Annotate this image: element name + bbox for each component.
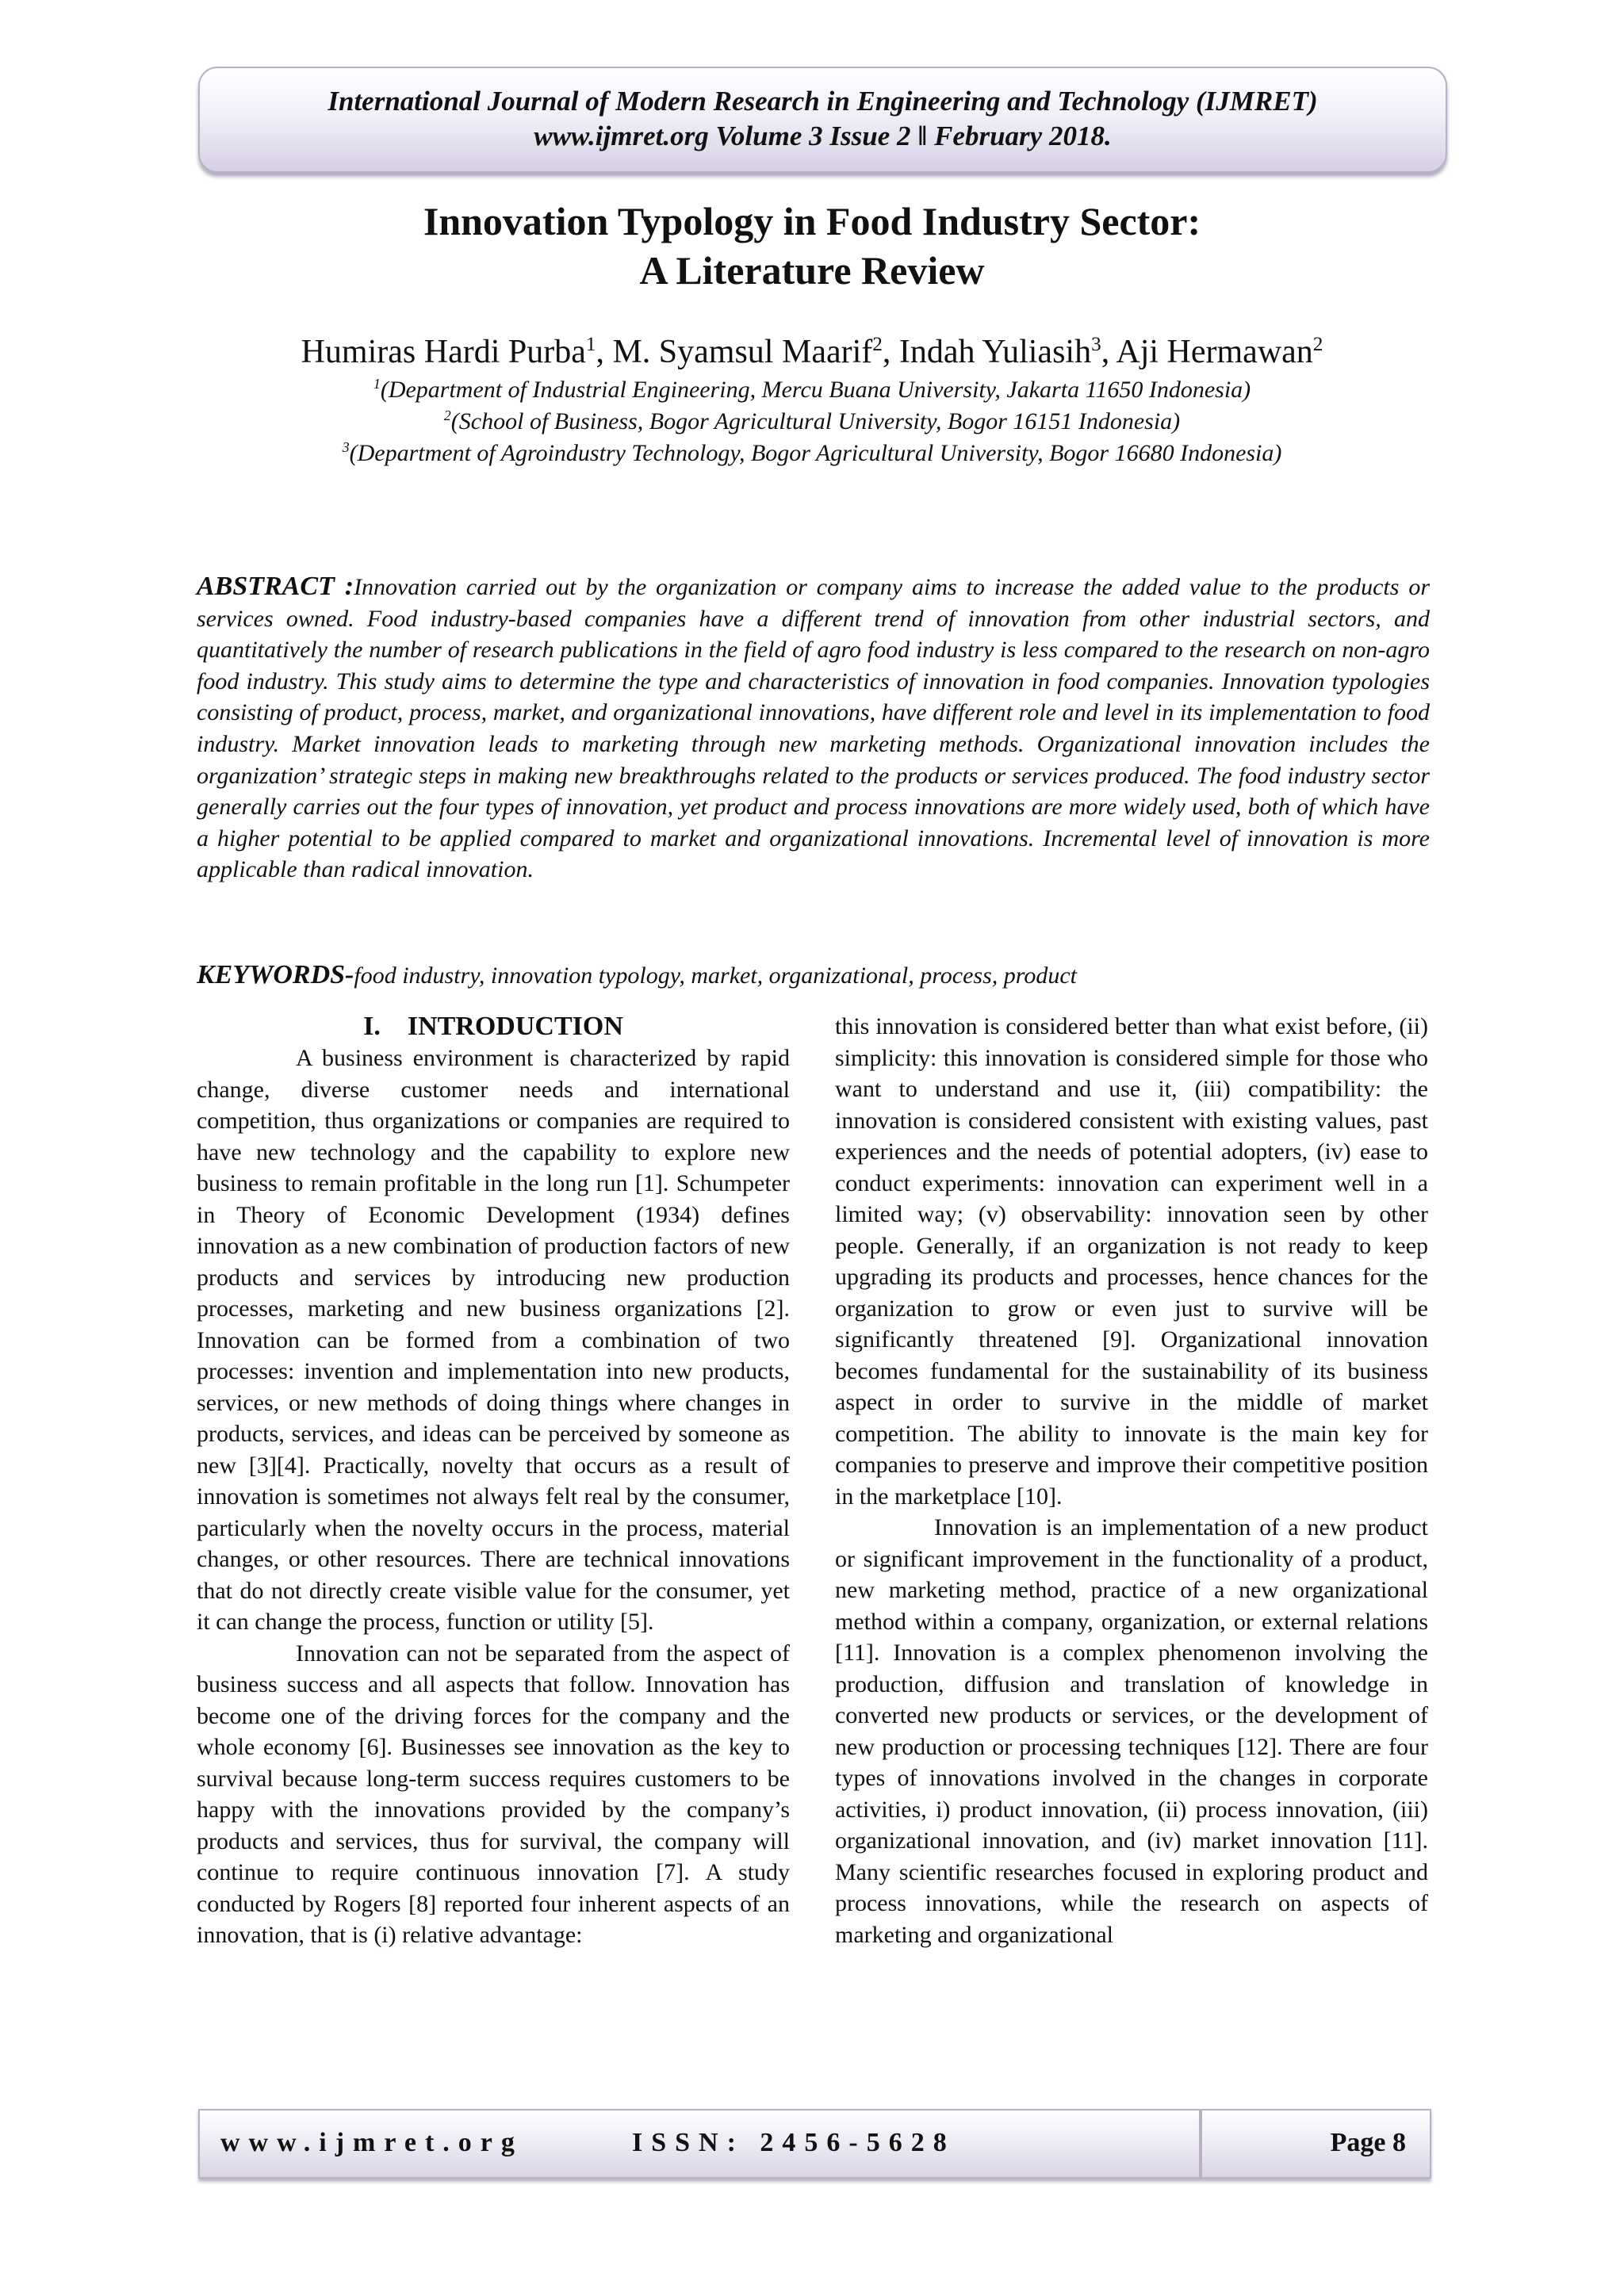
abstract bbox=[197, 571, 1430, 886]
paper-title-line-1: Innovation Typology in Food Industry Sector: bbox=[423, 199, 1201, 243]
affiliation-text: (Department of Agroindustry Technology, Bogor Agricultural University, Bogor 16680 Indonesia) bbox=[349, 440, 1282, 466]
affiliation bbox=[0, 374, 1624, 406]
body-paragraph: Innovation is an implementation of a new product or significant improvement in the functionality of a product, new marketing method, practice of a new organizational method within a company, organization, or external relations [11]. Innovation is a complex phenomenon involving the production, diffusion and translation of knowledge in converted new products or services, or the development of new production or processing techniques [12]. There are four types of innovations involved in the changes in corporate activities, i) product innovation, (ii) process innovation, (iii) organizational innovation, and (iv) market innovation [11]. Many scientific researches focused in exploring product and process innovations, while the research on aspects of marketing and organizational bbox=[835, 1514, 1428, 1948]
abstract-label: ABSTRACT : bbox=[197, 572, 354, 601]
body-column-right bbox=[835, 1011, 1428, 1950]
footer-page-number: Page 8 bbox=[1330, 2128, 1406, 2157]
page-footer bbox=[198, 2109, 1431, 2179]
author-name: M. Syamsul Maarif bbox=[612, 334, 873, 370]
author-name: Humiras Hardi Purba bbox=[301, 334, 586, 370]
affiliation-text: (Department of Industrial Engineering, Mercu Buana University, Jakarta 11650 Indonesia) bbox=[380, 377, 1251, 403]
affiliation-marker: 2 bbox=[443, 408, 451, 423]
affiliation-list bbox=[0, 374, 1624, 469]
keywords-text: food industry, innovation typology, market, organizational, process, product bbox=[354, 962, 1077, 989]
affiliation-marker: 1 bbox=[373, 376, 381, 392]
journal-header-banner bbox=[198, 67, 1447, 173]
journal-name: International Journal of Modern Research in Engineering and Technology (IJMRET) bbox=[327, 86, 1318, 117]
body-paragraph: this innovation is considered better than what exist before, (ii) simplicity: this innovation is considered simple for those who want to understand and use it, (iii) compatibility: the innovation is considered consistent with existing values, past experiences and the needs of potential adopters, (iv) ease to conduct experiments: innovation can experiment well in a limited way; (v) observability: innovation seen by other people. Generally, if an organization is not ready to keep upgrading its products and processes, hence chances for the organization to grow or even just to survive will be significantly threatened [9]. Organizational innovation becomes fundamental for the sustainability of its business aspect in order to survive in the middle of market competition. The ability to innovate is the main key for companies to preserve and improve their competitive position in the marketplace [10]. bbox=[835, 1013, 1428, 1510]
abstract-text: Innovation carried out by the organization or company aims to increase the added value to the products or services owned. Food industry-based companies have a different trend of innovation from other industrial sectors, and quantitatively the number of research publications in the field of agro food industry is less compared to the research on non-agro food industry. This study aims to determine the type and characteristics of innovation in food companies. Innovation typologies consisting of product, process, market, and organizational innovations, have different role and level in its implementation to food industry. Market innovation leads to marketing through new marketing methods. Organizational innovation includes the organization’ strategic steps in making new breakthroughs related to the products or services produced. The food industry sector generally carries out the four types of innovation, yet product and process innovations are more widely used, both of which have a higher potential to be applied compared to market and organizational innovations. Incremental level of innovation is more applicable than radical innovation. bbox=[197, 574, 1430, 883]
section-title: INTRODUCTION bbox=[407, 1012, 623, 1041]
keywords-label: KEYWORDS- bbox=[197, 960, 354, 989]
author-affiliation-marker: 3 bbox=[1091, 334, 1101, 355]
author-affiliation-marker: 2 bbox=[872, 334, 883, 355]
keywords bbox=[197, 959, 1430, 992]
journal-issue-line: www.ijmret.org Volume 3 Issue 2 ǁ February 2018. bbox=[534, 121, 1112, 151]
affiliation bbox=[0, 438, 1624, 469]
affiliation-marker: 3 bbox=[342, 439, 350, 455]
author-affiliation-marker: 2 bbox=[1312, 334, 1323, 355]
author-name: Indah Yuliasih bbox=[898, 334, 1092, 370]
body-paragraph: Innovation can not be separated from the aspect of business success and all aspects that follow. Innovation has become one of the driving forces for the company and the whole economy [6]. Businesses see innovation as the key to survival because long-term success requires customers to be happy with the innovations provided by the company’s products and services, thus for survival, the company will continue to require continuous innovation [7]. A study conducted by Rogers [8] reported four inherent aspects of an innovation, that is (i) relative advantage: bbox=[197, 1640, 790, 1948]
author-list: Humiras Hardi Purba$^1$, M. Syamsul Maarif$^2$, Indah Yuliasih$^3$, Aji Hermawan$^2$ bbox=[301, 334, 1323, 370]
footer-divider bbox=[1199, 2110, 1202, 2177]
footer-website: www.ijmret.org bbox=[220, 2128, 523, 2157]
paper-title bbox=[0, 197, 1624, 295]
section-number: I. bbox=[363, 1012, 381, 1041]
footer-issn: ISSN: 2456-5628 bbox=[632, 2128, 956, 2157]
author-name: Aji Hermawan bbox=[1116, 334, 1313, 370]
affiliation-text: (School of Business, Bogor Agricultural University, Bogor 16151 Indonesia) bbox=[450, 408, 1181, 434]
affiliation bbox=[0, 406, 1624, 438]
section-heading bbox=[197, 1011, 790, 1043]
body-column-left bbox=[197, 1011, 790, 1951]
paper-title-line-2: A Literature Review bbox=[639, 248, 985, 293]
author-affiliation-marker: 1 bbox=[585, 334, 596, 355]
body-paragraph: A business environment is characterized by rapid change, diverse customer needs and international competition, thus organizations or companies are required to have new technology and the capability to explore new business to remain profitable in the long run [1]. Schumpeter in Theory of Economic Development (1934) defines innovation as a new combination of production factors of new products and services by introducing new production processes, marketing and new business organizations [2]. Innovation can be formed from a combination of two processes: invention and implementation into new products, services, or new methods of doing things where changes in products, services, and ideas can be perceived by someone as new [3][4]. Practically, novelty that occurs as a result of innovation is sometimes not always felt real by the consumer, particularly when the novelty occurs in the process, material changes, or other resources. There are technical innovations that do not directly create visible value for the consumer, yet it can change the process, function or utility [5]. bbox=[197, 1045, 790, 1635]
